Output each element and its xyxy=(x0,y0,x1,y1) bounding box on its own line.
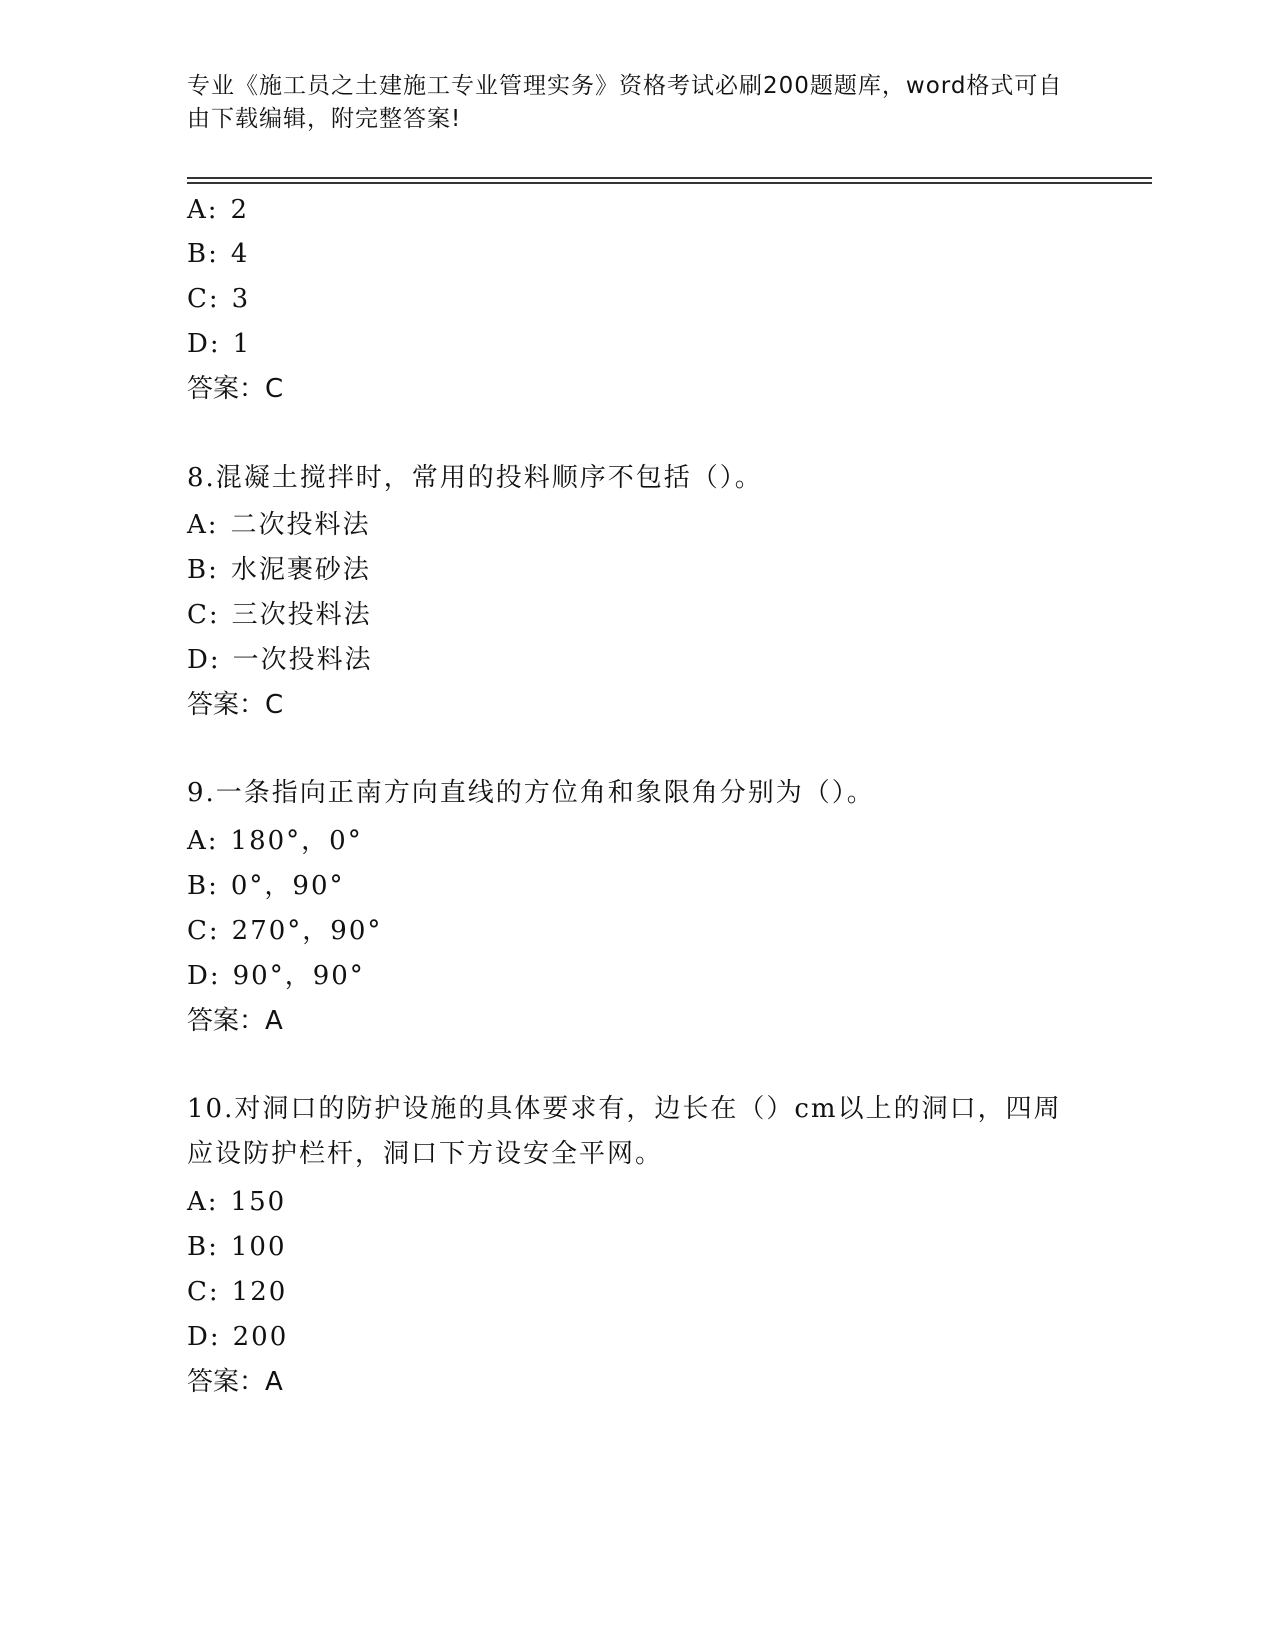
option-text: 90°，90° xyxy=(232,961,365,991)
option-text: 0°，90° xyxy=(230,871,345,901)
q8-option-d xyxy=(187,644,373,676)
option-label: B: xyxy=(187,1232,219,1262)
q8-option-a xyxy=(187,509,371,541)
option-text: 二次投料法 xyxy=(230,510,371,540)
option-text: 270°，90° xyxy=(231,916,383,946)
q9-option-c xyxy=(187,915,382,947)
option-label: B: xyxy=(187,555,219,585)
option-text: 4 xyxy=(230,239,250,269)
q7-option-c xyxy=(187,283,250,315)
q9-answer: 答案：A xyxy=(187,1006,283,1036)
q9-option-b xyxy=(187,870,345,902)
option-text: 150 xyxy=(230,1187,287,1217)
q8-option-b xyxy=(187,554,371,586)
option-label: D: xyxy=(187,1322,221,1352)
option-label: D: xyxy=(187,961,221,991)
document-header: 专业《施工员之土建施工专业管理实务》资格考试必刷200题题库，word格式可自由下载编辑，附完整答案! xyxy=(187,73,1063,132)
option-text: 1 xyxy=(232,329,252,359)
q10-option-c xyxy=(187,1276,287,1308)
option-label: B: xyxy=(187,871,219,901)
option-text: 三次投料法 xyxy=(231,600,372,630)
q8-option-c xyxy=(187,599,372,631)
option-text: 180°，0° xyxy=(230,826,363,856)
option-label: D: xyxy=(187,329,221,359)
option-text: 100 xyxy=(230,1232,287,1262)
option-text: 120 xyxy=(231,1277,288,1307)
q8-answer: 答案：C xyxy=(187,690,284,720)
option-text: 3 xyxy=(231,284,251,314)
option-label: C: xyxy=(187,1277,220,1307)
q10-option-a xyxy=(187,1186,286,1218)
option-label: C: xyxy=(187,600,220,630)
q7-option-a xyxy=(187,194,249,226)
q7-answer: 答案：C xyxy=(187,374,284,404)
header-rule-bottom xyxy=(187,182,1152,184)
q8-question: 8.混凝土搅拌时，常用的投料顺序不包括（）。 xyxy=(187,463,763,493)
q9-question: 9.一条指向正南方向直线的方位角和象限角分别为（）。 xyxy=(187,778,875,808)
q9-option-a xyxy=(187,825,363,857)
option-label: A: xyxy=(187,195,219,225)
option-label: A: xyxy=(187,826,219,856)
option-label: C: xyxy=(187,916,220,946)
option-text: 200 xyxy=(232,1322,289,1352)
q9-option-d xyxy=(187,960,365,992)
option-text: 水泥裹砂法 xyxy=(230,555,371,585)
option-label: A: xyxy=(187,1187,219,1217)
option-label: B: xyxy=(187,239,219,269)
option-text: 2 xyxy=(230,195,250,225)
q10-option-d xyxy=(187,1321,288,1353)
option-text: 一次投料法 xyxy=(232,645,373,675)
header-rule-top xyxy=(187,177,1152,179)
q10-answer: 答案：A xyxy=(187,1367,283,1397)
option-label: D: xyxy=(187,645,221,675)
q10-option-b xyxy=(187,1231,287,1263)
q10-question: 10.对洞口的防护设施的具体要求有，边长在（）cm以上的洞口，四周应设防护栏杆，洞口下方设安全平网。 xyxy=(187,1094,1062,1169)
option-label: C: xyxy=(187,284,220,314)
option-label: A: xyxy=(187,510,219,540)
q7-option-d xyxy=(187,328,251,360)
q7-option-b xyxy=(187,238,249,270)
